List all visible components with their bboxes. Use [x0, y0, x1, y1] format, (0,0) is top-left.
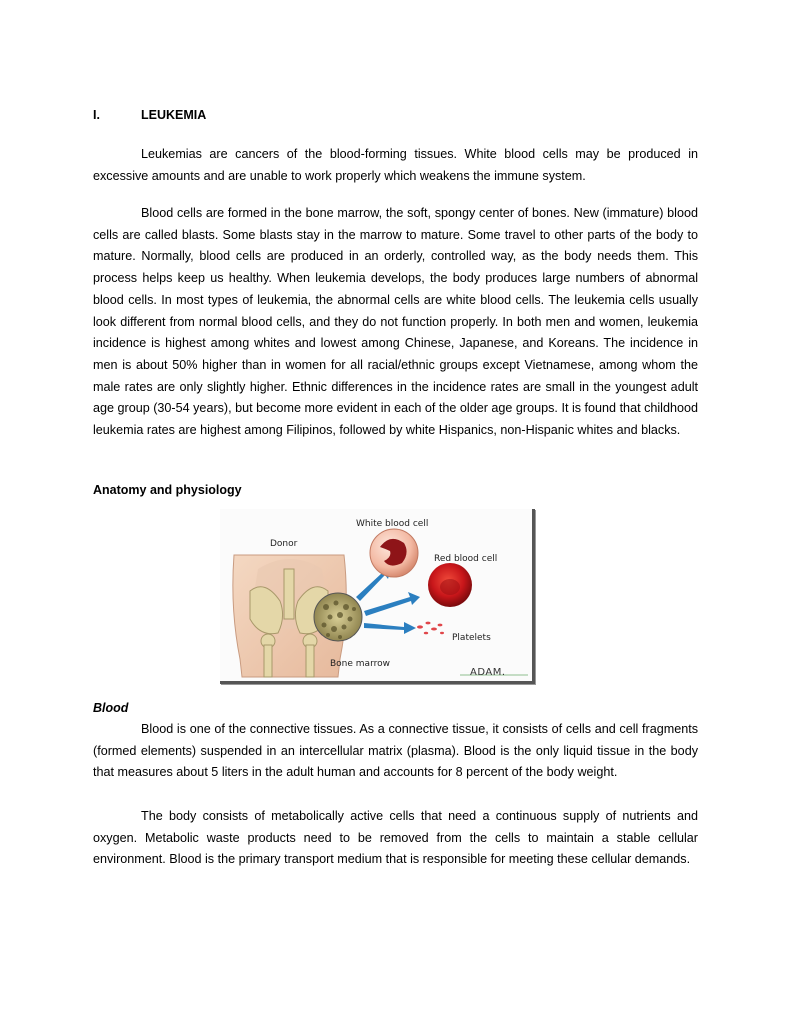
- red-blood-cell-graphic: [428, 563, 472, 607]
- intro-paragraph-2: Blood cells are formed in the bone marrow, the soft, spongy center of bones. New (immature) blood cells are called blasts. Some blasts stay in the marrow to mature. Some travel to other parts of the body to mature. Normally, blood cells are produced in an orderly, controlled way, as the body needs them. This process helps keep us healthy. When leukemia develops, the body produces large numbers of abnormal blood cells. In most types of leukemia, the abnormal cells are white blood cells. The leukemia cells usually look different from normal blood cells, and they do not function properly. In both men and women, leukemia incidence is highest among whites and lowest among Chinese, Japanese, and Koreans. The incidence in men is about 50% higher than in women for all racial/ethnic groups except Vietnamese, among whom the male rates are only slightly higher. Ethnic differences in the incidence rates are small in the youngest adult age group (30-54 years), but become more evident in each of the older age groups. It is found that childhood leukemia rates are highest among Filipinos, followed by white Hispanics, non-Hispanic whites and blacks.: [93, 206, 698, 438]
- white-blood-cell-label: White blood cell: [356, 519, 429, 529]
- blood-paragraph-2: The body consists of metabolically active cells that need a continuous supply of nutrients and oxygen. Metabolic waste products need to be removed from the cells to maintain a stable cellular environment. Blood is the primary transport medium that is responsible for meeting these cellular demands.: [93, 809, 698, 867]
- bone-marrow-label: Bone marrow: [330, 659, 390, 669]
- figure-illustration: [220, 509, 532, 681]
- platelets-graphic: [417, 622, 444, 635]
- intro-paragraph-1: Leukemias are cancers of the blood-forming tissues. White blood cells may be produced in excessive amounts and are unable to work properly which weakens the immune system.: [93, 147, 698, 183]
- white-blood-cell-graphic: [370, 529, 418, 577]
- anatomy-heading: Anatomy and physiology: [93, 483, 242, 497]
- bone-marrow-circle: [314, 593, 362, 641]
- adam-logo: ADAM.: [470, 667, 506, 678]
- section-title: LEUKEMIA: [141, 108, 207, 122]
- section-number: I.: [93, 108, 100, 122]
- blood-paragraph-1: Blood is one of the connective tissues. As a connective tissue, it consists of cells and cell fragments (formed elements) suspended in an intercellular matrix (plasma). Blood is the only liquid tissue in the body that measures about 5 liters in the adult human and accounts for 8 percent of the body weight.: [93, 722, 698, 780]
- section-heading: [93, 108, 206, 122]
- donor-label: Donor: [270, 539, 298, 549]
- blood-heading: Blood: [93, 701, 129, 715]
- blood-cell-figure: [220, 509, 535, 684]
- platelets-label: Platelets: [452, 633, 491, 643]
- red-blood-cell-label: Red blood cell: [434, 554, 498, 564]
